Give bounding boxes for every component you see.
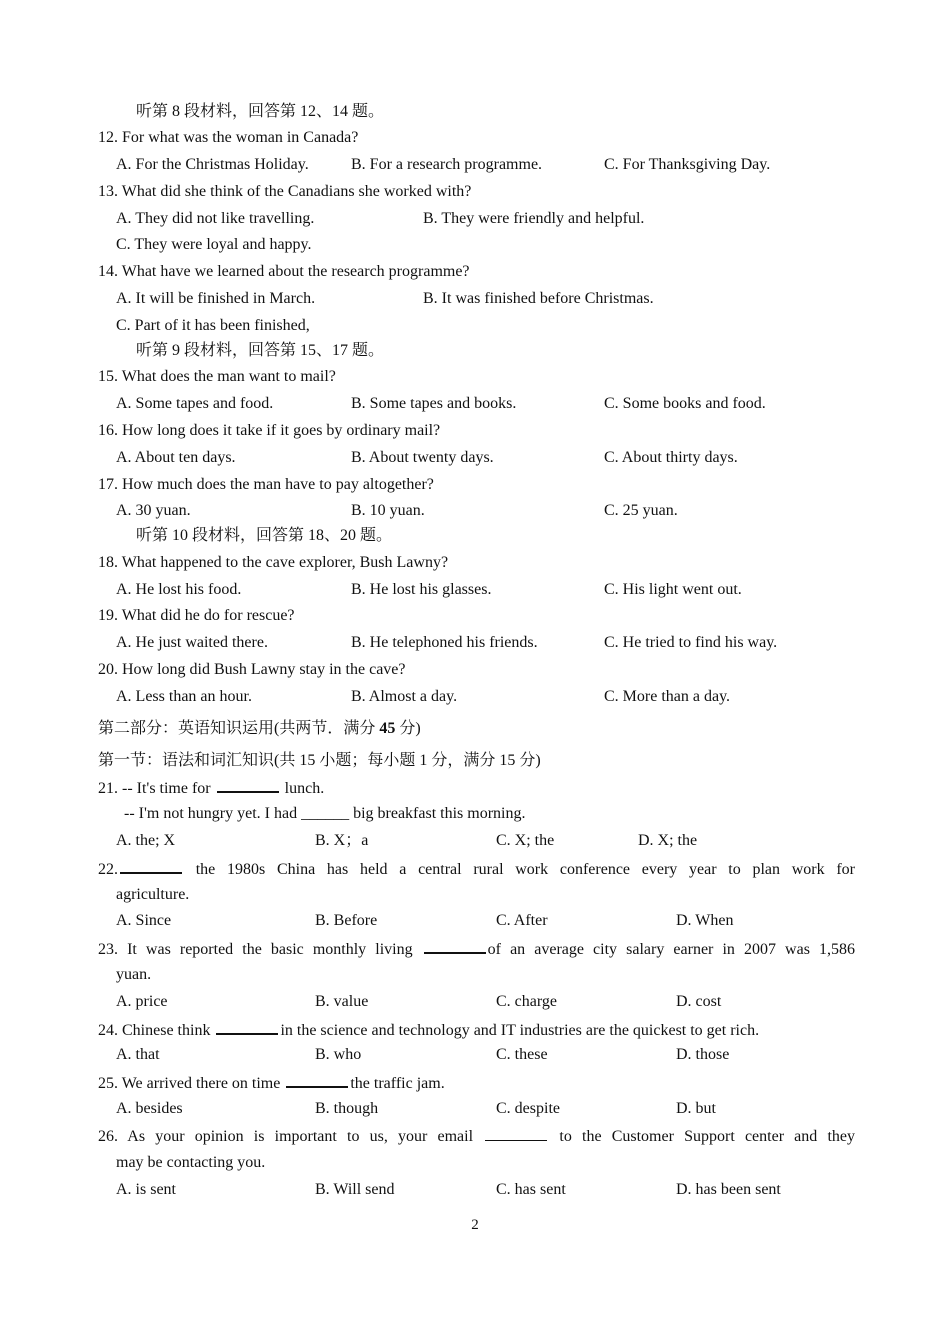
option-22b: B. Before <box>315 912 378 929</box>
answer-blank <box>424 938 486 954</box>
question-26: 26. As your opinion is important to us, your email to the Customer Support center and they <box>98 1128 855 1145</box>
question-19: 19. What did he do for rescue? <box>98 607 295 624</box>
option-24b: B. who <box>315 1046 362 1063</box>
option-18c: C. His light went out. <box>604 581 742 598</box>
option-26d: D. has been sent <box>676 1181 781 1198</box>
question-22-cont: agriculture. <box>116 886 190 903</box>
option-25a: A. besides <box>116 1100 183 1117</box>
question-20: 20. How long did Bush Lawny stay in the cave? <box>98 661 406 678</box>
option-22a: A. Since <box>116 912 172 929</box>
option-26a: A. is sent <box>116 1181 176 1198</box>
option-23b: B. value <box>315 993 369 1010</box>
option-24d: D. those <box>676 1046 730 1063</box>
question-24: 24. Chinese think in the science and technology and IT industries are the quickest to get rich. <box>98 1019 759 1041</box>
question-21-reply: -- I'm not hungry yet. I had ______ big breakfast this morning. <box>124 805 526 822</box>
option-25d: D. but <box>676 1100 716 1117</box>
section-9-instruction: 听第 9 段材料，回答第 15、17 题。 <box>136 342 385 359</box>
option-18a: A. He lost his food. <box>116 581 242 598</box>
inline-blank: ______ <box>301 805 350 822</box>
question-16: 16. How long does it take if it goes by ordinary mail? <box>98 422 441 439</box>
option-26b: B. Will send <box>315 1181 395 1198</box>
option-23d: D. cost <box>676 993 722 1010</box>
question-23: 23. It was reported the basic monthly living of an average city salary earner in 2007 was 1,586 <box>98 938 855 960</box>
section-8-instruction: 听第 8 段材料，回答第 12、14 题。 <box>136 103 385 120</box>
question-26-cont: may be contacting you. <box>116 1154 266 1171</box>
option-12b: B. For a research programme. <box>351 156 543 173</box>
option-13a: A. They did not like travelling. <box>116 210 315 227</box>
option-25c: C. despite <box>496 1100 560 1117</box>
option-15b: B. Some tapes and books. <box>351 395 517 412</box>
option-15a: A. Some tapes and food. <box>116 395 274 412</box>
part-2-score: 45 <box>379 720 396 737</box>
part-2-heading: 第二部分：英语知识运用(共两节．满分 45 分) <box>98 720 421 737</box>
question-12: 12. For what was the woman in Canada? <box>98 129 359 146</box>
question-13: 13. What did she think of the Canadians she worked with? <box>98 183 472 200</box>
option-20c: C. More than a day. <box>604 688 731 705</box>
option-21a: A. the; X <box>116 832 176 849</box>
option-17b: B. 10 yuan. <box>351 502 425 519</box>
option-19a: A. He just waited there. <box>116 634 268 651</box>
option-24a: A. that <box>116 1046 160 1063</box>
option-13b: B. They were friendly and helpful. <box>423 210 645 227</box>
option-20b: B. Almost a day. <box>351 688 458 705</box>
question-17: 17. How much does the man have to pay altogether? <box>98 476 434 493</box>
option-16b: B. About twenty days. <box>351 449 494 466</box>
option-23a: A. price <box>116 993 168 1010</box>
option-17a: A. 30 yuan. <box>116 502 191 519</box>
question-22: 22. the 1980s China has held a central rural work conference every year to plan work for <box>98 858 855 880</box>
option-14c: C. Part of it has been finished, <box>116 317 310 334</box>
option-18b: B. He lost his glasses. <box>351 581 492 598</box>
option-19c: C. He tried to find his way. <box>604 634 778 651</box>
section-10-instruction: 听第 10 段材料，回答第 18、20 题。 <box>136 527 393 544</box>
section-1-heading: 第一节：语法和词汇知识(共 15 小题；每小题 1 分，满分 15 分) <box>98 752 541 769</box>
question-25: 25. We arrived there on time the traffic jam. <box>98 1072 445 1094</box>
page-number: 2 <box>471 1217 479 1233</box>
answer-blank <box>120 858 182 874</box>
option-13c: C. They were loyal and happy. <box>116 236 312 253</box>
option-24c: C. these <box>496 1046 548 1063</box>
option-15c: C. Some books and food. <box>604 395 766 412</box>
question-18: 18. What happened to the cave explorer, Bush Lawny? <box>98 554 449 571</box>
question-15: 15. What does the man want to mail? <box>98 368 336 385</box>
option-21c: C. X; the <box>496 832 555 849</box>
option-21d: D. X; the <box>638 832 698 849</box>
option-22d: D. When <box>676 912 734 929</box>
option-19b: B. He telephoned his friends. <box>351 634 538 651</box>
option-12c: C. For Thanksgiving Day. <box>604 156 771 173</box>
answer-blank <box>216 1019 278 1035</box>
option-12a: A. For the Christmas Holiday. <box>116 156 309 173</box>
option-16a: A. About ten days. <box>116 449 236 466</box>
option-20a: A. Less than an hour. <box>116 688 252 705</box>
option-21b: B. X；a <box>315 832 369 849</box>
answer-blank <box>217 777 279 793</box>
question-14: 14. What have we learned about the research programme? <box>98 263 470 280</box>
option-23c: C. charge <box>496 993 558 1010</box>
option-25b: B. though <box>315 1100 379 1117</box>
option-17c: C. 25 yuan. <box>604 502 678 519</box>
option-14b: B. It was finished before Christmas. <box>423 290 654 307</box>
question-21: 21. -- It's time for lunch. <box>98 777 324 799</box>
answer-blank <box>485 1126 547 1141</box>
option-22c: C. After <box>496 912 548 929</box>
question-23-cont: yuan. <box>116 966 152 983</box>
option-14a: A. It will be finished in March. <box>116 290 316 307</box>
option-16c: C. About thirty days. <box>604 449 738 466</box>
option-26c: C. has sent <box>496 1181 566 1198</box>
answer-blank <box>286 1072 348 1088</box>
